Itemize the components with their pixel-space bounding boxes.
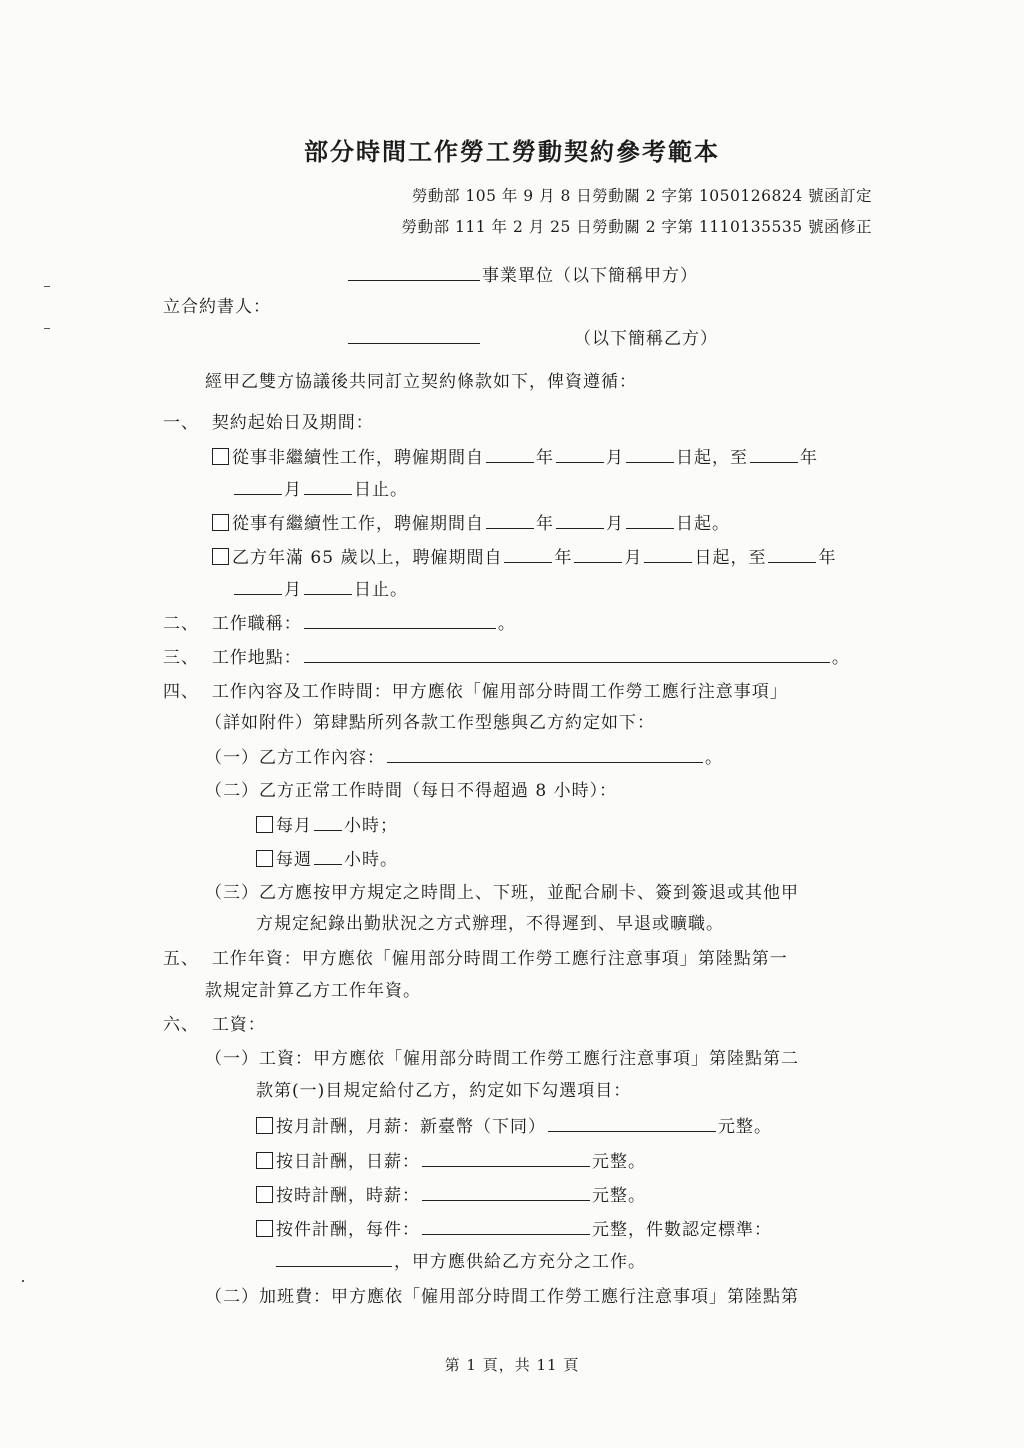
checkbox-wage-piece[interactable]	[256, 1220, 273, 1237]
piece-wage-blank[interactable]	[422, 1218, 590, 1235]
section-6-item-1-line-2: 款第(一)目規定給付乙方，約定如下勾選項目：	[256, 1081, 632, 1101]
work-content-blank[interactable]	[387, 746, 703, 763]
signatory-label: 立合約書人：	[163, 297, 271, 317]
monthly-hours: 每月 小時；	[256, 814, 398, 837]
party-b-text: （以下簡稱乙方）	[574, 329, 718, 349]
section-4-item-2: （二）乙方正常工作時間（每日不得超過 8 小時）：	[205, 781, 618, 801]
party-b-line	[346, 327, 718, 350]
wage-hourly: 按時計酬，時薪： 元整。	[256, 1184, 646, 1207]
section-1-heading: 一、 契約起始日及期間：	[163, 413, 374, 433]
wage-daily: 按日計酬，日薪： 元整。	[256, 1150, 646, 1173]
location-blank[interactable]	[304, 646, 830, 663]
checkbox-weekly-hours[interactable]	[256, 850, 273, 867]
section-1-option-1: 從事非繼續性工作，聘僱期間自 年 月 日起，至 年	[212, 446, 818, 469]
section-5-line-2: 款規定計算乙方工作年資。	[205, 981, 421, 1001]
section-6-item-1-line-1: （一）工資：甲方應依「僱用部分時間工作勞工應行注意事項」第陸點第二	[205, 1049, 799, 1069]
document-title: 部分時間工作勞工勞動契約參考範本	[304, 137, 720, 166]
section-2-job-title: 二、 工作職稱： 。	[163, 614, 516, 634]
checkbox-non-continuous[interactable]	[212, 448, 229, 465]
hourly-wage-blank[interactable]	[422, 1184, 590, 1201]
checkbox-wage-hourly[interactable]	[256, 1186, 273, 1203]
checkbox-wage-daily[interactable]	[256, 1152, 273, 1169]
section-4-item-1: （一）乙方工作內容： 。	[205, 748, 723, 768]
weekly-hours: 每週 小時。	[256, 848, 398, 871]
page-number: 第 1 頁，共 11 頁	[444, 1356, 580, 1374]
section-1-option-2: 從事有繼續性工作，聘僱期間自 年 月 日起。	[212, 512, 730, 535]
preamble: 經甲乙雙方協議後共同訂立契約條款如下，俾資遵循：	[205, 372, 637, 392]
wage-piece: 按件計酬，每件： 元整，件數認定標準：	[256, 1218, 772, 1241]
section-3-location: 三、 工作地點： 。	[163, 648, 850, 668]
party-a-text: 事業單位（以下簡稱甲方）	[482, 266, 698, 286]
section-4-item-3-line-2: 方規定紀錄出勤狀況之方式辦理，不得遲到、早退或曠職。	[256, 914, 724, 934]
section-1-option-1-end: 月 日止。	[232, 478, 408, 501]
section-4-line-2: （詳如附件）第肆點所列各款工作型態與乙方約定如下：	[205, 713, 655, 733]
wage-piece-line-2: ，甲方應供給乙方充分之工作。	[274, 1250, 646, 1273]
reference-amended: 勞動部 111 年 2 月 25 日勞動關 2 字第 1110135535 號函修正	[401, 218, 872, 236]
section-1-option-3: 乙方年滿 65 歲以上，聘僱期間自 年 月 日起，至 年	[212, 546, 836, 569]
section-6-heading: 六、 工資：	[163, 1015, 266, 1035]
section-1-option-3-end: 月 日止。	[232, 578, 408, 601]
section-4-item-3-line-1: （三）乙方應按甲方規定之時間上、下班，並配合刷卡、簽到簽退或其他甲	[205, 883, 799, 903]
job-title-blank[interactable]	[304, 612, 496, 629]
scan-speck	[22, 1280, 24, 1282]
party-b-blank[interactable]	[348, 327, 480, 344]
reference-enacted: 勞動部 105 年 9 月 8 日勞動關 2 字第 1050126824 號函訂定	[411, 187, 872, 205]
section-5-line-1: 五、 工作年資：甲方應依「僱用部分時間工作勞工應行注意事項」第陸點第一	[163, 949, 788, 969]
scan-speck	[44, 286, 50, 287]
party-a-line	[346, 264, 698, 287]
piece-standard-blank[interactable]	[276, 1250, 392, 1267]
scan-speck	[44, 328, 50, 329]
section-6-item-2-line-1: （二）加班費：甲方應依「僱用部分時間工作勞工應行注意事項」第陸點第	[205, 1287, 799, 1307]
section-4-line-1: 四、 工作內容及工作時間：甲方應依「僱用部分時間工作勞工應行注意事項」	[163, 682, 788, 702]
party-a-blank[interactable]	[348, 264, 480, 281]
checkbox-monthly-hours[interactable]	[256, 816, 273, 833]
monthly-wage-blank[interactable]	[548, 1115, 716, 1132]
wage-monthly: 按月計酬，月薪：新臺幣（下同） 元整。	[256, 1115, 772, 1138]
checkbox-continuous[interactable]	[212, 514, 229, 531]
checkbox-wage-monthly[interactable]	[256, 1117, 273, 1134]
daily-wage-blank[interactable]	[422, 1150, 590, 1167]
checkbox-over-65[interactable]	[212, 548, 229, 565]
